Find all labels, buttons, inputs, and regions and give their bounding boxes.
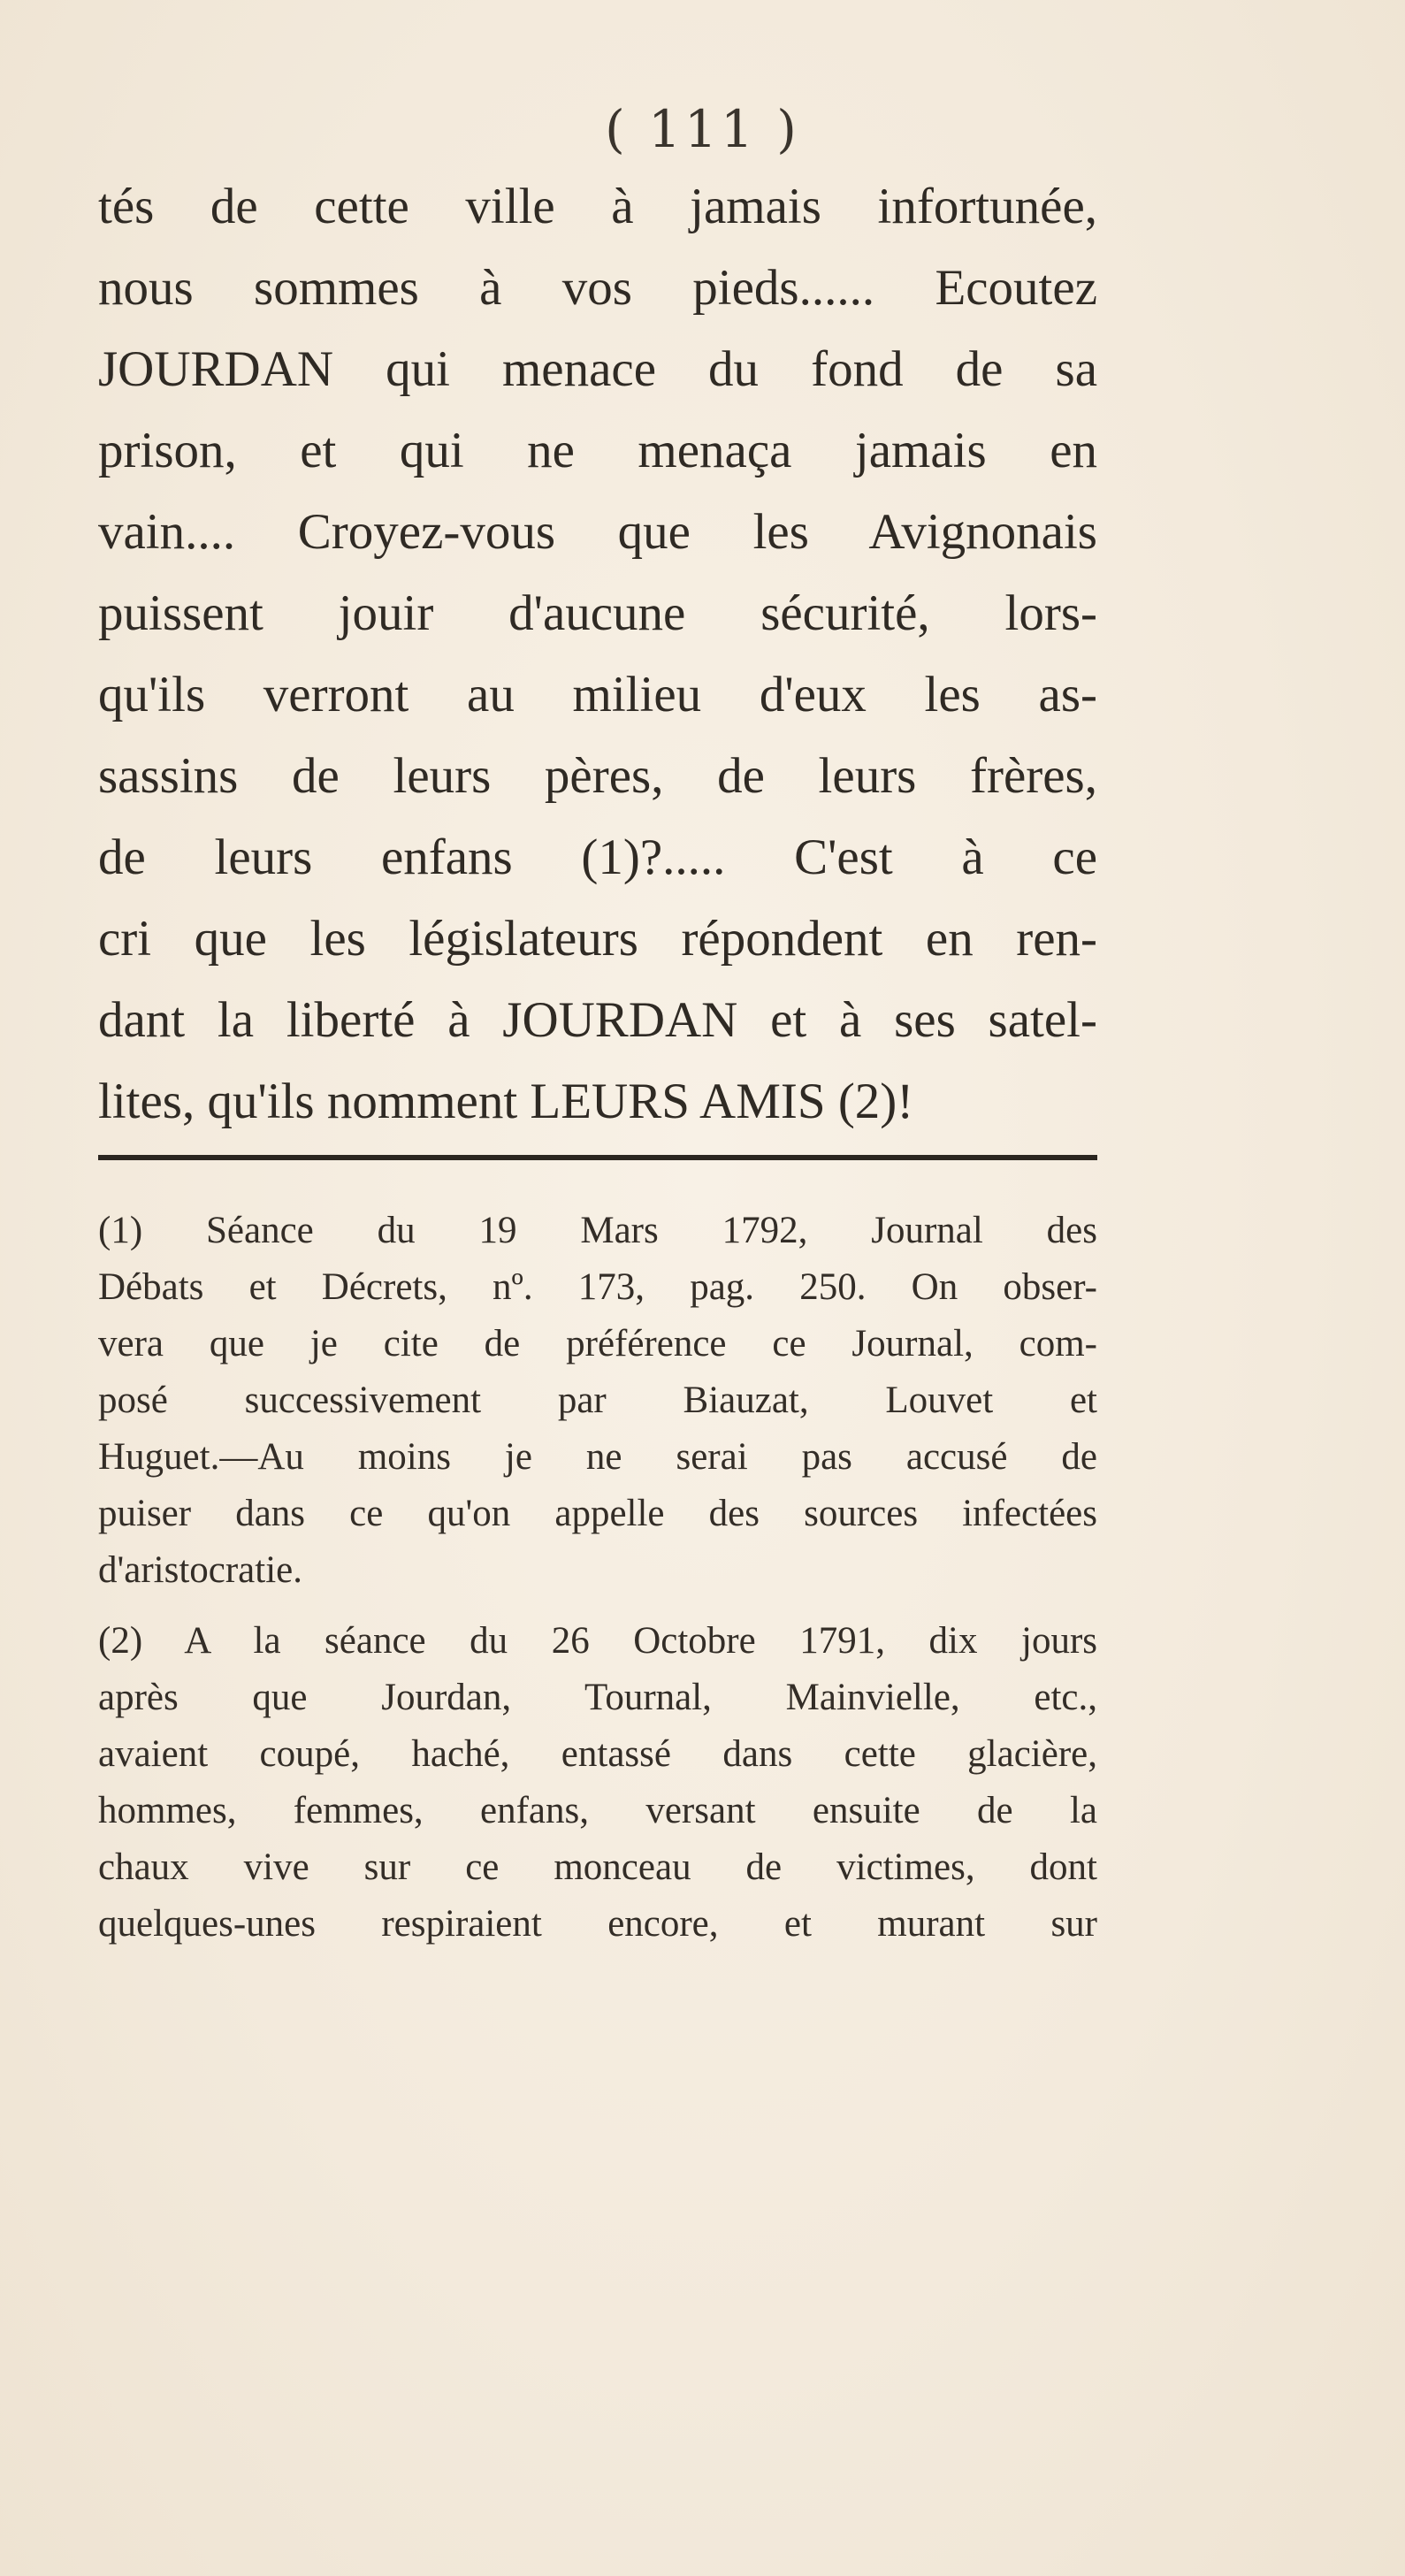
text-line: JOURDAN qui menace du fond de sa bbox=[98, 341, 1097, 397]
text-line: sassins de leurs pères, de leurs frères, bbox=[98, 748, 1097, 804]
footnote-line: (2) A la séance du 26 Octobre 1791, dix jours bbox=[98, 1620, 1097, 1662]
text-line: de leurs enfans (1)?..... C'est à ce bbox=[98, 829, 1097, 885]
footnote-line: Huguet.—Au moins je ne serai pas accusé de bbox=[98, 1436, 1097, 1478]
main-text bbox=[98, 166, 1097, 1143]
page-number: ( 111 ) bbox=[605, 99, 800, 159]
text-line: tés de cette ville à jamais infortunée, bbox=[98, 179, 1097, 234]
text-line: qu'ils verront au milieu d'eux les as- bbox=[98, 667, 1097, 722]
footnotes bbox=[98, 1203, 1097, 1960]
text-line: vain.... Croyez-vous que les Avignonais bbox=[98, 504, 1097, 560]
footnote-2 bbox=[98, 1613, 1097, 1953]
text-line: nous sommes à vos pieds...... Ecoutez bbox=[98, 260, 1097, 316]
footnote-line: vera que je cite de préférence ce Journal, com- bbox=[98, 1323, 1097, 1364]
footnote-line: (1) Séance du 19 Mars 1792, Journal des bbox=[98, 1210, 1097, 1251]
text-line: dant la liberté à JOURDAN et à ses satel- bbox=[98, 992, 1097, 1048]
text-line: cri que les législateurs répondent en ren- bbox=[98, 911, 1097, 967]
footnote-line: après que Jourdan, Tournal, Mainvielle, etc., bbox=[98, 1677, 1097, 1718]
footnote-line: avaient coupé, haché, entassé dans cette glacière, bbox=[98, 1733, 1097, 1775]
footnote-line: chaux vive sur ce monceau de victimes, dont bbox=[98, 1846, 1097, 1888]
footnote-line: posé successivement par Biauzat, Louvet et bbox=[98, 1380, 1097, 1421]
footnote-1 bbox=[98, 1203, 1097, 1599]
footnote-line: quelques-unes respiraient encore, et murant sur bbox=[98, 1903, 1097, 1945]
text-line: prison, et qui ne menaça jamais en bbox=[98, 423, 1097, 478]
footnote-divider bbox=[98, 1155, 1097, 1160]
footnote-line: Débats et Décrets, nº. 173, pag. 250. On obser- bbox=[98, 1266, 1097, 1308]
text-line: lites, qu'ils nomment LEURS AMIS (2)! bbox=[98, 1074, 914, 1129]
footnote-line: hommes, femmes, enfans, versant ensuite de la bbox=[98, 1790, 1097, 1831]
footnote-line: d'aristocratie. bbox=[98, 1549, 302, 1591]
text-line: puissent jouir d'aucune sécurité, lors- bbox=[98, 585, 1097, 641]
footnote-line: puiser dans ce qu'on appelle des sources infectées bbox=[98, 1493, 1097, 1534]
